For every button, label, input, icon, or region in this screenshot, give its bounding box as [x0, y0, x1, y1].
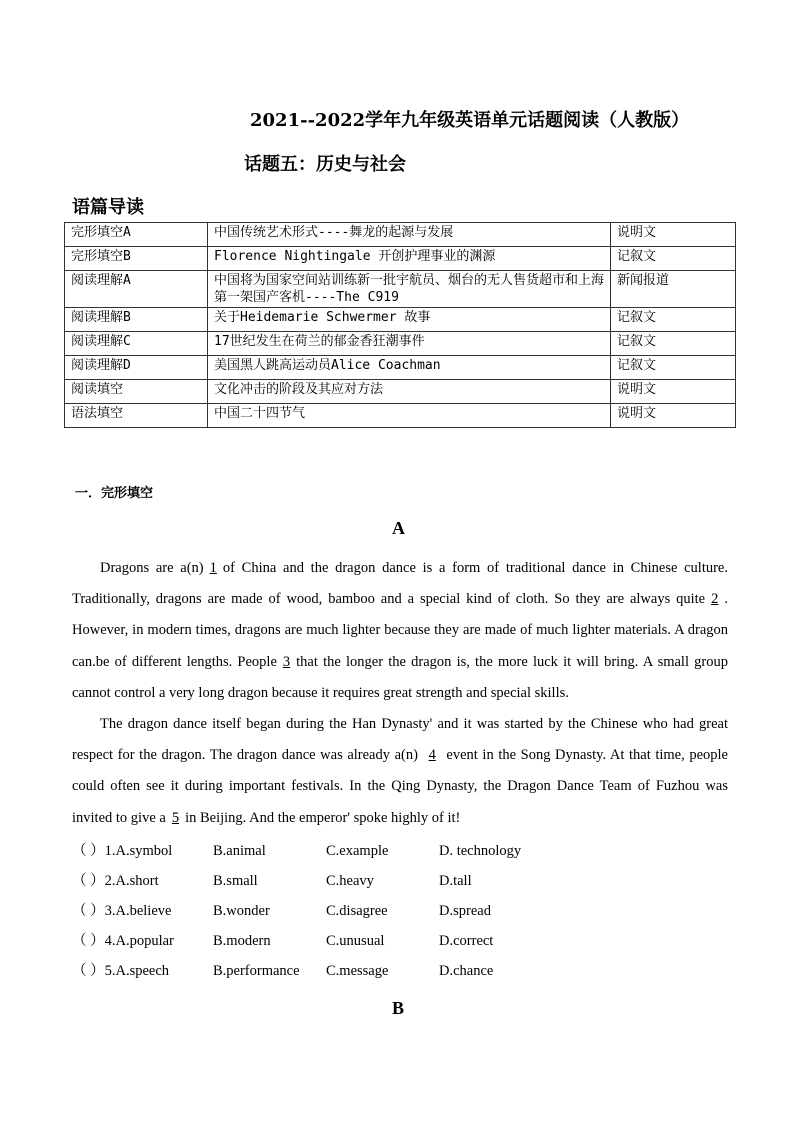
blank-3: 3	[282, 653, 291, 670]
table-cell-genre: 记叙文	[611, 332, 736, 356]
option-c: C.message	[326, 963, 389, 979]
topic-subtitle: 话题五：历史与社会	[244, 154, 406, 175]
table-cell-genre: 记叙文	[611, 308, 736, 332]
table-row	[65, 308, 736, 332]
option-b: B.performance	[213, 963, 300, 979]
option-d: D.spread	[439, 903, 491, 919]
table-cell-genre: 记叙文	[611, 356, 736, 380]
table-cell-type: 阅读理解D	[65, 356, 208, 380]
table-row	[65, 356, 736, 380]
cloze-passage	[72, 553, 728, 834]
table-cell-content: 文化冲击的阶段及其应对方法	[208, 380, 611, 404]
table-cell-genre: 记叙文	[611, 247, 736, 271]
table-cell-genre: 说明文	[611, 404, 736, 428]
table-cell-content: 美国黑人跳高运动员Alice Coachman	[208, 356, 611, 380]
option-c: C.heavy	[326, 873, 374, 889]
passage-text: in Beijing. And the emperor' spoke highly of it!	[185, 809, 461, 826]
table-cell-genre: 说明文	[611, 380, 736, 404]
table-cell-genre: 新闻报道	[611, 271, 736, 308]
option-b: B.modern	[213, 933, 271, 949]
passage-text: that the longer the dragon is, the more luck it will bring. A small group cannot control a very long dragon because it requires great strength and special skills.	[72, 653, 729, 701]
table-cell-content: 中国二十四节气	[208, 404, 611, 428]
blank-4: 4	[428, 747, 436, 764]
table-row	[65, 223, 736, 247]
table-cell-genre: 说明文	[611, 223, 736, 247]
table-cell-type: 完形填空A	[65, 223, 208, 247]
table-row	[65, 271, 736, 308]
option-c: C.unusual	[326, 933, 385, 949]
table-cell-content: 17世纪发生在荷兰的郁金香狂潮事件	[208, 332, 611, 356]
table-row	[65, 380, 736, 404]
overview-table	[64, 222, 736, 428]
option-a: （ ）4.A.popular	[72, 933, 174, 949]
option-d: D.tall	[439, 873, 472, 889]
option-a: （ ）5.A.speech	[72, 963, 170, 979]
guide-heading: 语篇导读	[72, 197, 144, 218]
table-cell-type: 阅读理解A	[65, 271, 208, 308]
option-d: D. technology	[439, 843, 522, 859]
option-a: （ ）1.A.symbol	[72, 843, 173, 859]
passage-text: event in the Song Dynasty. At that time, people could often see it during important festivals. In the Qing Dynasty, the Dragon Dance Team of Fuzhou was invited to give a	[72, 747, 728, 826]
part-b-label: B	[392, 998, 405, 1018]
document-title: 2021--2022学年九年级英语单元话题阅读（人教版）	[250, 110, 690, 131]
table-row	[65, 404, 736, 428]
section-heading: 一．完形填空	[75, 486, 154, 501]
table-cell-content: 关于Heidemarie Schwermer 故事	[208, 308, 611, 332]
blank-5: 5	[171, 809, 180, 826]
table-cell-content: Florence Nightingale 开创护理事业的渊源	[208, 247, 611, 271]
table-cell-type: 语法填空	[65, 404, 208, 428]
passage-text: Dragons are a(n)	[100, 560, 204, 576]
option-d: D.correct	[439, 933, 494, 949]
option-b: B.wonder	[213, 903, 270, 919]
option-row	[72, 866, 559, 896]
option-c: C.example	[326, 843, 389, 859]
passage-text: of China and the dragon dance is a form of traditional dance in Chinese culture. Traditionally, dragons are made of wood, bamboo and a special kind of cloth. So they are always quite	[72, 560, 728, 608]
option-c: C.disagree	[326, 903, 388, 919]
blank-1: 1	[209, 560, 217, 576]
table-row	[65, 332, 736, 356]
option-b: B.small	[213, 873, 258, 889]
passage-text: The dragon dance itself began during the Han Dynasty' and it was started by the Chinese who had great respect for the dragon. The dragon dance was already a(n)	[72, 716, 728, 764]
option-b: B.animal	[213, 843, 266, 859]
table-cell-type: 阅读填空	[65, 380, 208, 404]
option-row	[72, 836, 559, 866]
option-row	[72, 926, 559, 956]
passage-paragraph	[72, 553, 728, 709]
table-cell-type: 阅读理解C	[65, 332, 208, 356]
option-row	[72, 956, 559, 986]
passage-paragraph	[72, 709, 728, 834]
table-cell-content: 中国传统艺术形式----舞龙的起源与发展	[208, 223, 611, 247]
option-a: （ ）3.A.believe	[72, 903, 172, 919]
part-a-label: A	[392, 518, 405, 538]
option-d: D.chance	[439, 963, 494, 979]
table-cell-type: 完形填空B	[65, 247, 208, 271]
option-row	[72, 896, 559, 926]
passage-text: . However, in modern times, dragons are much lighter because they are made of much lighter materials. A dragon can.be of different lengths. People	[72, 591, 728, 670]
answer-options	[72, 836, 559, 986]
table-cell-type: 阅读理解B	[65, 308, 208, 332]
table-row	[65, 247, 736, 271]
option-a: （ ）2.A.short	[72, 873, 159, 889]
table-cell-content: 中国将为国家空间站训练新一批宇航员、烟台的无人售货超市和上海第一架国产客机----The C919	[208, 271, 611, 308]
blank-2: 2	[711, 591, 719, 608]
